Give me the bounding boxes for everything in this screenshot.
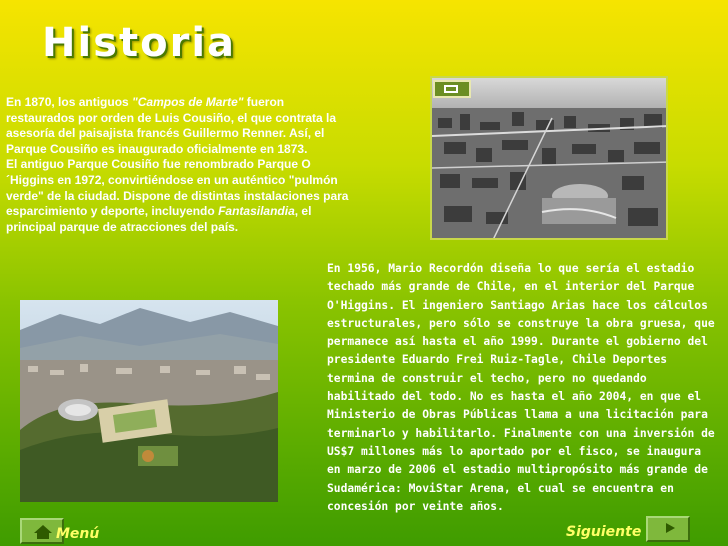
play-forward-icon — [666, 523, 675, 533]
intro-text: En 1870, los antiguos "Campos de Marte" fueron restaurados por orden de Luis Cousiño, el que contrata la asesoría del paisajista francés Guillermo Renner. Así, el Parque Cousiño es inaugurado oficialmente en 1873. El antiguo Parque Cousiño fue renombrado Parque O´Higgins en 1972, convirtiéndose en un auténtico "pulmón verde" de la ciudad. Dispone de distintas instalaciones para esparcimiento y deporte, incluyendo Fantasilandia, el principal parque de atracciones del país. — [6, 95, 349, 234]
next-link[interactable]: Siguiente — [566, 524, 642, 540]
movie-icon[interactable] — [433, 80, 471, 98]
menu-link[interactable]: Menú — [56, 526, 100, 542]
aerial-photo-bw — [430, 76, 668, 240]
page-title: Historia — [42, 20, 237, 66]
next-button[interactable] — [646, 516, 690, 542]
history-text: En 1956, Mario Recordón diseña lo que sería el estadio techado más grande de Chile, en el interior del Parque O'Higgins. El ingeniero Santiago Arias hace los cálculos estructurales, pero sólo se construye la obra gruesa, que permanece así hasta el año 1999. Durante el gobierno del presidente Eduardo Frei Ruiz-Tagle, Chile Deportes termina de construir el techo, pero no quedando habilitado del todo. No es hasta el año 2004, en que el Ministerio de Obras Públicas llama a una licitación para terminarlo y habilitarlo. Finalmente con una inversión de US$7 millones más lo aportado por el fisco, se inaugura en marzo de 2006 el estadio multipropósito más grande de Sudamérica: MoviStar Arena, el cual se encuentra en concesión por veinte años. — [327, 262, 715, 513]
aerial-photo-park — [20, 300, 278, 502]
